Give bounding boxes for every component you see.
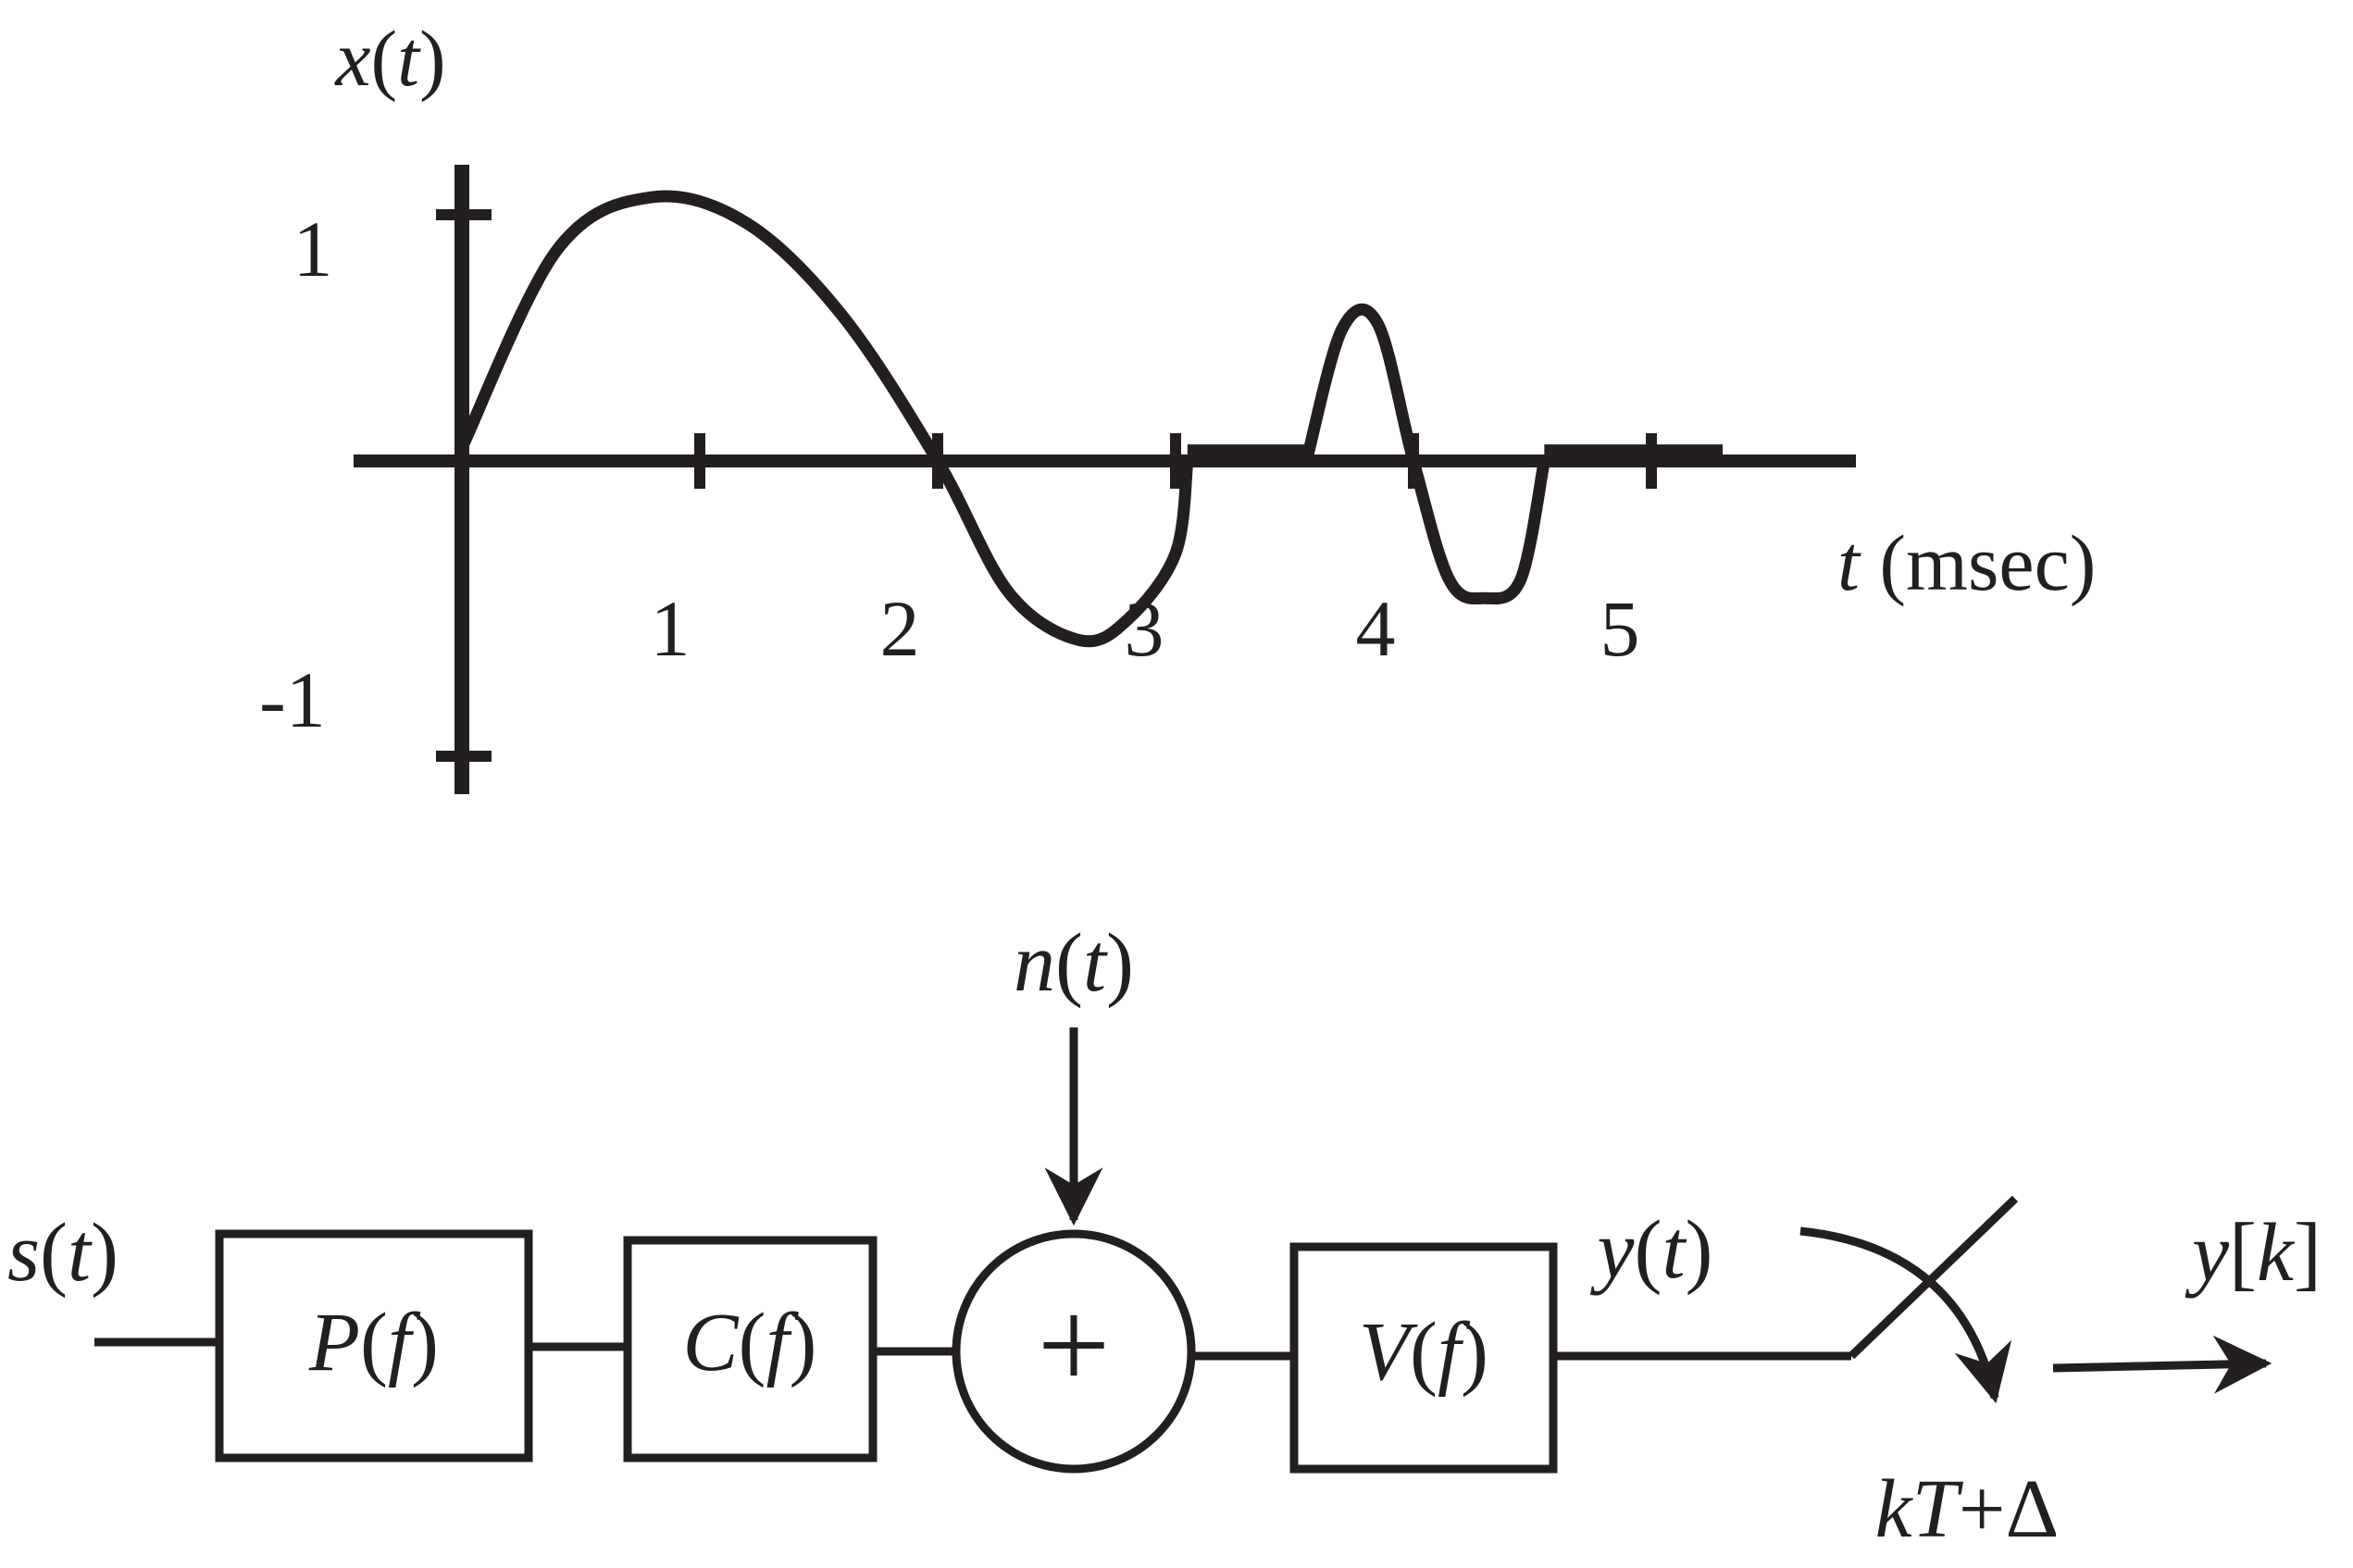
block-diagram: [7, 917, 2322, 1555]
block-v-label: V(f): [1359, 1306, 1488, 1398]
sampler-switch: [1851, 1199, 2015, 1356]
block-c-label: C(f): [682, 1297, 817, 1388]
waveform-segment-3: [1306, 309, 1544, 598]
sampling-time-label: kT+Δ: [1874, 1463, 2060, 1555]
summing-junction-symbol: +: [1037, 1274, 1111, 1417]
block-p-label: P(f): [309, 1297, 439, 1388]
x-tick-label-2: 2: [879, 584, 920, 673]
discrete-output-label: y[k]: [2192, 1207, 2322, 1299]
signal-waveform: [462, 196, 1723, 641]
x-axis-label: t (msec): [1837, 518, 2097, 607]
signal-plot: [259, 14, 2096, 794]
continuous-output-label: y(t): [1597, 1204, 1713, 1296]
noise-signal-label: n(t): [1014, 917, 1134, 1009]
y-tick-label-pos: 1: [293, 205, 333, 293]
waveform-segment-1: [462, 196, 1188, 641]
x-tick-label-3: 3: [1124, 584, 1164, 673]
x-tick-label-5: 5: [1600, 584, 1640, 673]
x-tick-label-4: 4: [1355, 584, 1396, 673]
discrete-output-arrow: [2053, 1363, 2266, 1368]
x-tick-label-1: 1: [650, 584, 691, 673]
y-axis-label: x(t): [335, 14, 446, 103]
y-tick-label-neg: -1: [259, 655, 326, 744]
input-signal-label: s(t): [6, 1207, 119, 1299]
